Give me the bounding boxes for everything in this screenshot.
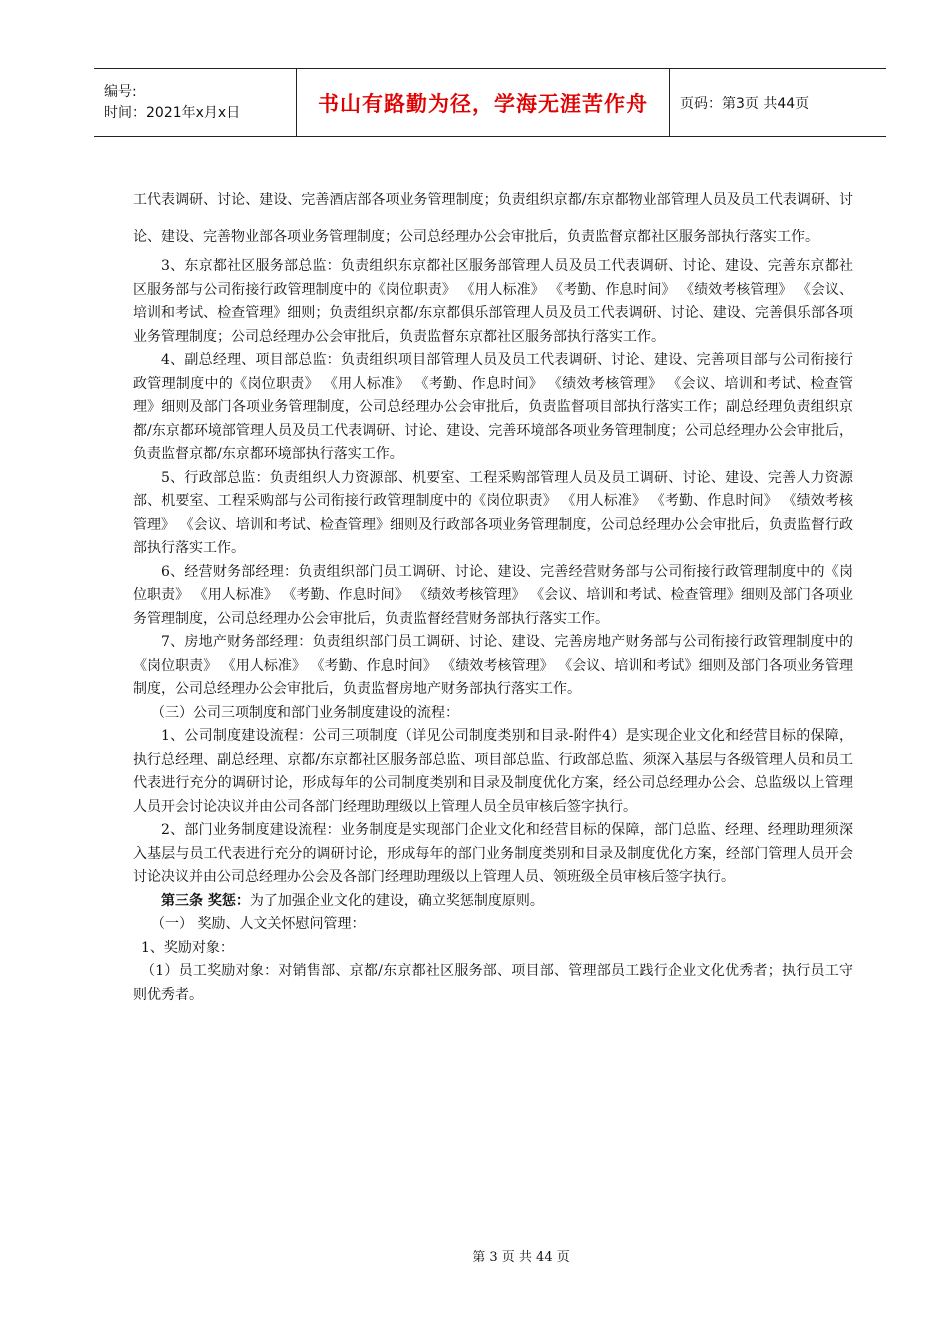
paragraph-item-6: 6、经营财务部经理：负责组织部门员工调研、讨论、建设、完善经营财务部与公司衔接行政管理制度中的《岗位职责》 《用人标准》 《考勤、作息时间》 《绩效考核管理》 《会议、培训和考试、检查管理》细则及部门各项业务管理制度，公司总经理办公会审批后，负责监督经营财务部执行落实工作。 <box>133 563 853 627</box>
paragraph-item-7: 7、房地产财务部经理：负责组织部门员工调研、讨论、建设、完善房地产财务部与公司衔接行政管理制度中的《岗位职责》 《用人标准》 《考勤、作息时间》 《绩效考核管理》 《会议、培训和考试》细则及部门各项业务管理制度，公司总经理办公会审批后，负责监督房地产财务部执行落实工作。 <box>133 634 853 697</box>
paragraph-item-5: 5、行政部总监：负责组织人力资源部、机要室、工程采购部管理人员及员工调研、讨论、建设、完善人力资源部、机要室、工程采购部与公司衔接行政管理制度中的《岗位职责》 《用人标准》 《考勤、作息时间》 《绩效考核管理》 《会议、培训和考试、检查管理》细则及行政部各项业务管理制度，公司总经理办公会审批后，负责监督行政部执行落实工作。 <box>133 469 853 556</box>
page-footer: 第 3 页 共 44 页 <box>472 1250 570 1265</box>
document-time: 时间：2021年x月x日 <box>104 104 241 121</box>
paragraph-item-3: 3、东京都社区服务部总监：负责组织东京都社区服务部管理人员及员工代表调研、讨论、建设、完善东京都社区服务部与公司衔接行政管理制度中的《岗位职责》 《用人标准》 《考勤、作息时间》 《绩效考核管理》 《会议、培训和考试、检查管理》细则；负责组织京都/东京都俱乐部管理人员及员工代表调研、讨论、建设、完善俱乐部各项业务管理制度；公司总经理办公会审批后，负责监督东京都社区服务部执行落实工作。 <box>133 258 853 345</box>
paragraph-continuation: 工代表调研、讨论、建设、完善酒店部各项业务管理制度；负责组织京都/东京都物业部管理人员及员工代表调研、讨论、建设、完善物业部各项业务管理制度；公司总经理办公会审批后，负责监督京都社区服务部执行落实工作。 <box>133 192 853 245</box>
reward-targets-heading: 1、奖励对象： <box>141 939 234 956</box>
article-3-text: 为了加强企业文化的建设，确立奖惩制度原则。 <box>249 892 544 909</box>
header-motto: 书山有路勤为径，学海无涯苦作舟 <box>296 69 670 136</box>
article-3 <box>133 890 853 914</box>
header-meta <box>94 69 296 136</box>
paragraph-company-process: 1、公司制度建设流程：公司三项制度（详见公司制度类别和目录-附件4）是实现企业文化和经营目标的保障，执行总经理、副总经理、京都/东京都社区服务部总监、项目部总监、行政部总监、须深入基层与各级管理人员和员工代表进行充分的调研讨论，形成每年的公司制度类别和目录及制度优化方案，经公司总经理办公会、总监级以上管理人员开会讨论决议并由公司各部门经理助理级以上管理人员全员审核后签字执行。 <box>133 728 853 815</box>
document-number-label: 编号: <box>104 83 137 100</box>
article-3-heading: 第三条 奖惩： <box>161 892 250 909</box>
paragraph-item-4: 4、副总经理、项目部总监：负责组织项目部管理人员及员工代表调研、讨论、建设、完善项目部与公司衔接行政管理制度中的《岗位职责》 《用人标准》 《考勤、作息时间》 《绩效考核管理》 《会议、培训和考试、检查管理》细则及部门各项业务管理制度，公司总经理办公会审批后，负责监督项目部执行落实工作；副总经理负责组织京都/东京都环境部管理人员及员工代表调研、讨论、建设、完善环境部各项业务管理制度；公司总经理办公会审批后，负责监督京都/东京都环境部执行落实工作。 <box>133 352 853 462</box>
header-page-info: 页码：第3页 共44页 <box>680 95 810 112</box>
subsection-rewards: （一） 奖励、人文关怀慰问管理： <box>151 916 366 932</box>
employee-reward-targets: （1）员工奖励对象：对销售部、京都/东京都社区服务部、项目部、管理部员工践行企业文化优秀者；执行员工守则优秀者。 <box>133 963 853 1003</box>
document-body <box>133 182 853 1007</box>
section-heading-3: （三）公司三项制度和部门业务制度建设的流程： <box>151 704 459 721</box>
page-header <box>94 68 886 137</box>
paragraph-department-process: 2、部门业务制度建设流程：业务制度是实现部门企业文化和经营目标的保障，部门总监、经理、经理助理须深入基层与员工代表进行充分的调研讨论，形成每年的部门业务制度类别和目录及制度优化方案，经部门管理人员开会讨论决议并由公司总经理办公会及各部门经理助理级以上管理人员、领班级全员审核后签字执行。 <box>133 822 853 885</box>
